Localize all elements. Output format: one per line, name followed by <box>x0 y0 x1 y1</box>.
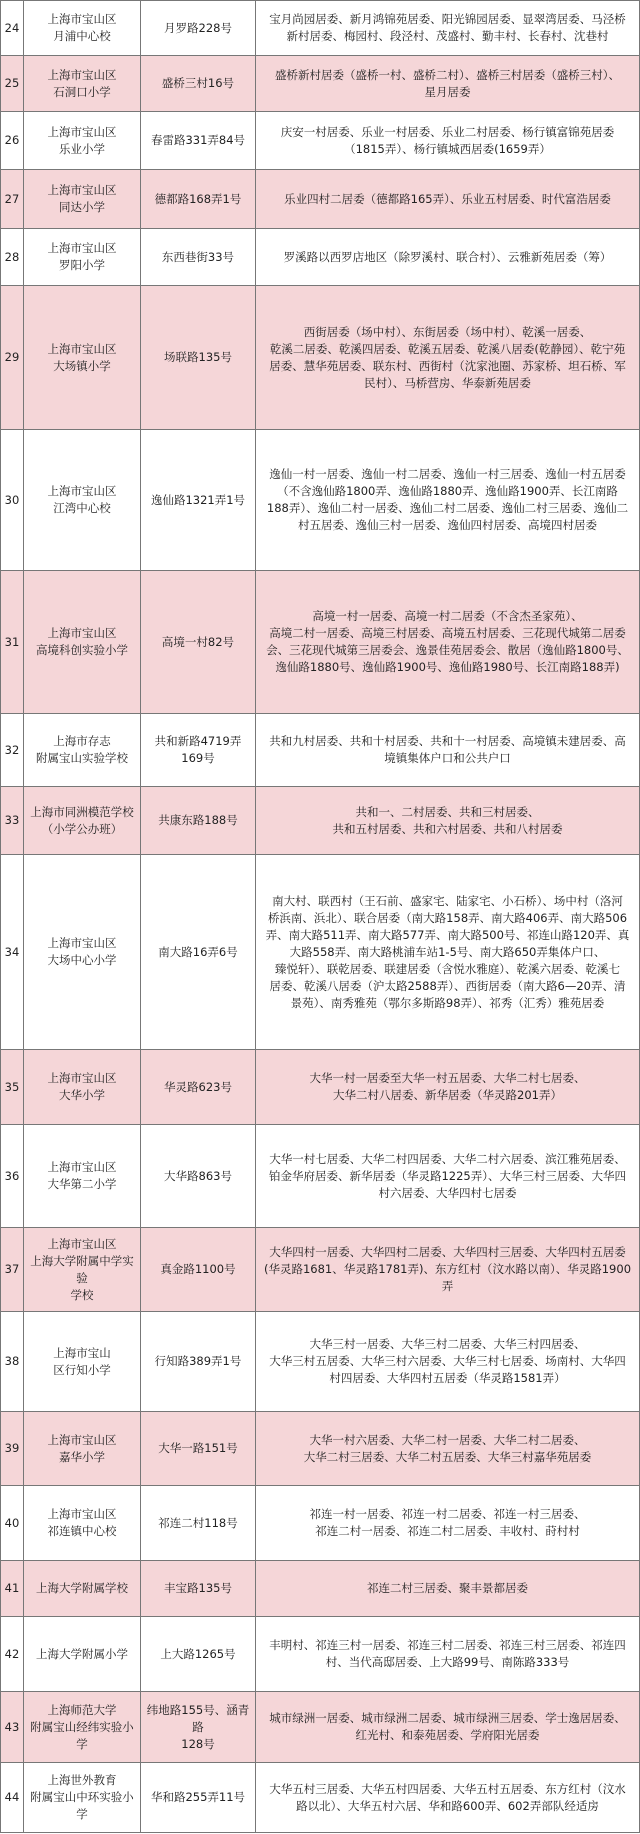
enrollment-area-line: 弄 <box>441 1279 454 1293</box>
enrollment-area-line: 乾溪二居委、乾溪四居委、乾溪五居委、乾溪八居委(乾静园）、乾宁苑 <box>269 341 626 356</box>
school-name-line: 上海市宝山区 <box>47 626 117 640</box>
school-name-line: 附属宝山经纬实验小学 <box>30 1719 134 1751</box>
school-name-line: 大场中心小学 <box>47 953 117 967</box>
school-name <box>24 56 141 112</box>
row-number: 33 <box>1 787 24 855</box>
enrollment-area-line: 村、当代高邸居委、上大路99号、南陈路333号 <box>325 1655 570 1669</box>
table-row <box>1 1312 640 1412</box>
school-name-line: 附属宝山实验学校 <box>36 751 128 765</box>
table-body <box>1 1 640 1833</box>
school-name <box>24 1050 141 1125</box>
school-address <box>141 1561 256 1617</box>
school-address-line: 华和路255弄11号 <box>150 1790 246 1804</box>
enrollment-area-line: 共和九村居委、共和十村居委、共和十一村居委、高境镇未建居委、高 <box>269 734 626 748</box>
table-row <box>1 1561 640 1617</box>
enrollment-area <box>256 787 640 855</box>
school-name-line: 上海大学附属小学 <box>36 1646 128 1661</box>
school-name-line: 上海市宝山区 <box>47 1507 117 1521</box>
enrollment-area-line: 庆安一村居委、乐业一村居委、乐业二村居委、杨行镇富锦苑居委 <box>280 124 615 139</box>
school-address <box>141 229 256 286</box>
enrollment-area-line: 居委、慧华苑居委、联东村、西街村（沈家池圈、苏家桥、坦石桥、军 <box>269 358 626 373</box>
school-name-line: 上海市宝山区 <box>47 12 117 26</box>
school-address-line: 场联路135号 <box>164 350 232 364</box>
table-row <box>1 56 640 112</box>
school-address <box>141 170 256 229</box>
table-row <box>1 1412 640 1486</box>
school-name-line: 上海大学附属学校 <box>36 1581 128 1595</box>
table-row <box>1 112 640 170</box>
enrollment-area <box>256 1125 640 1228</box>
school-address <box>141 571 256 714</box>
school-name-line: 上海市宝山区 <box>47 1071 117 1085</box>
school-name <box>24 571 141 714</box>
row-number: 30 <box>1 430 24 571</box>
enrollment-area-line: 大华一村六居委、大华二村一居委、大华二村二居委、 <box>309 1432 586 1447</box>
enrollment-area <box>256 1692 640 1763</box>
school-address-line: 祁连二村118号 <box>158 1515 238 1530</box>
school-name-line: 上海市宝山 <box>53 1345 111 1360</box>
school-address <box>141 1486 256 1561</box>
enrollment-area-line: 祁连一村一居委、祁连一村二居委、祁连一村三居委、 <box>309 1507 586 1521</box>
enrollment-area-line: 新村居委、梅园村、段泾村、茂盛村、勤丰村、长春村、沈巷村 <box>286 29 609 43</box>
school-name-line: 同达小学 <box>59 200 105 214</box>
enrollment-area-line: （1815弄）、杨行镇城西居委(1659弄） <box>344 141 551 156</box>
enrollment-area-line: 祁连二村一居委、祁连二村二居委、丰收村、莳村村 <box>315 1524 580 1538</box>
enrollment-area-line: 乐业四村二居委（德都路165弄）、乐业五村居委、时代富浩居委 <box>284 191 611 206</box>
school-name-line: 嘉华小学 <box>59 1449 105 1464</box>
school-name-line: 大场镇小学 <box>53 358 111 373</box>
school-address <box>141 1692 256 1763</box>
school-address-line: 盛桥三村16号 <box>161 76 235 90</box>
enrollment-area-line: 共和五村居委、共和六村居委、共和八村居委 <box>332 821 563 836</box>
school-name <box>24 430 141 571</box>
enrollment-area <box>256 170 640 229</box>
enrollment-area <box>256 571 640 714</box>
enrollment-area-line: 景苑）、南秀雅苑（鄂尔多斯路98弄）、祁秀（汇秀）雅苑居委 <box>290 995 605 1010</box>
school-name-line: 祁连镇中心校 <box>47 1524 117 1538</box>
school-address-line: 行知路389弄1号 <box>154 1354 242 1368</box>
enrollment-area-line: 弄、南大路511弄、南大路577弄、南大路500号、祁连山路120弄、真 <box>265 927 630 942</box>
school-name-line: 大华第二小学 <box>47 1177 117 1191</box>
enrollment-area <box>256 1050 640 1125</box>
school-address <box>141 855 256 1050</box>
school-address-line: 德都路168弄1号 <box>154 191 242 206</box>
school-name-line: 学校 <box>70 1287 94 1302</box>
enrollment-area-line: 铂金华府居委、新华居委（华灵路1225弄）、大华三村三居委、大华四 <box>268 1168 626 1183</box>
enrollment-area-line: 村六居委、大华四村七居委 <box>378 1185 517 1200</box>
enrollment-area-line: 西街居委（场中村）、东街居委（场中村）、乾溪一居委、 <box>303 324 592 339</box>
enrollment-area <box>256 1561 640 1617</box>
school-name <box>24 1561 141 1617</box>
enrollment-area-line: 红光村、和泰苑居委、学府阳光居委 <box>355 1728 540 1742</box>
table-row <box>1 1692 640 1763</box>
enrollment-area-line: 大华三村五居委、大华三村六居委、大华三村七居委、场南村、大华四 <box>269 1354 626 1368</box>
row-number: 27 <box>1 170 24 229</box>
enrollment-area-line: 会、三花现代城第三居委会、逸景佳苑居委会、散居（逸仙路1800号、 <box>266 643 629 657</box>
school-address-line: 共康东路188号 <box>158 813 238 827</box>
enrollment-area-line: 祁连二村三居委、聚丰景都居委 <box>367 1581 528 1595</box>
school-name-line: 上海市宝山区 <box>47 183 117 197</box>
table-row <box>1 286 640 430</box>
school-name <box>24 1 141 56</box>
table-row <box>1 1050 640 1125</box>
school-address-line: 丰宝路135号 <box>164 1581 232 1595</box>
school-address-line: 共和新路4719弄169号 <box>154 734 242 765</box>
table-row <box>1 787 640 855</box>
enrollment-area <box>256 855 640 1050</box>
school-name-line: 上海市宝山区 <box>47 1160 117 1174</box>
enrollment-area <box>256 1486 640 1561</box>
enrollment-area-line: 共和一、二村居委、共和三村居委、 <box>355 804 540 819</box>
school-address-line: 纬地路155号、涵青路 <box>146 1702 250 1734</box>
school-address <box>141 1763 256 1833</box>
school-name <box>24 1125 141 1228</box>
school-name <box>24 286 141 430</box>
school-address <box>141 1050 256 1125</box>
row-number: 43 <box>1 1692 24 1763</box>
school-name <box>24 787 141 855</box>
table-row <box>1 229 640 286</box>
school-address-line: 逸仙路1321弄1号 <box>150 492 246 507</box>
school-name <box>24 1763 141 1833</box>
enrollment-area-line: 大华三村一居委、大华三村二居委、大华三村四居委、 <box>309 1337 586 1351</box>
school-name <box>24 1486 141 1561</box>
enrollment-area-line: 民村）、马桥营房、华泰新苑居委 <box>364 375 531 390</box>
school-name-line: 上海市宝山区 <box>47 936 117 950</box>
row-number: 29 <box>1 286 24 430</box>
table-row <box>1 1 640 56</box>
row-number: 31 <box>1 571 24 714</box>
enrollment-area <box>256 1228 640 1312</box>
school-name-line: 上海市宝山区 <box>47 67 117 82</box>
row-number: 41 <box>1 1561 24 1617</box>
school-name <box>24 1412 141 1486</box>
school-address <box>141 1312 256 1412</box>
school-name-line: 乐业小学 <box>59 141 105 156</box>
school-name <box>24 1312 141 1412</box>
table-row <box>1 430 640 571</box>
school-name-line: 区行知小学 <box>53 1362 111 1377</box>
enrollment-area-line: 大华二村三居委、大华二村五居委、大华三村嘉华苑居委 <box>303 1449 592 1464</box>
school-address <box>141 787 256 855</box>
school-address <box>141 430 256 571</box>
school-name-line: 上海师范大学 <box>47 1702 117 1717</box>
school-name-line: （小学公办班） <box>41 821 123 836</box>
enrollment-area <box>256 1312 640 1412</box>
enrollment-area-line: 高境一村一居委、高境一村二居委（不含杰圣家苑）、 <box>312 609 583 623</box>
school-name-line: 大华小学 <box>59 1088 105 1102</box>
school-name-line: 上海世外教育 <box>47 1773 117 1787</box>
school-name <box>24 112 141 170</box>
table-row <box>1 714 640 787</box>
enrollment-area <box>256 229 640 286</box>
school-address-line: 上大路1265号 <box>160 1646 236 1661</box>
enrollment-area-line: （不含逸仙路1800弄、逸仙路1880弄、逸仙路1900弄、长江南路 <box>277 484 618 498</box>
school-name <box>24 1228 141 1312</box>
table-row <box>1 1125 640 1228</box>
enrollment-area-line: 大华一村一居委至大华一村五居委、大华二村七居委、 <box>309 1071 586 1085</box>
enrollment-area-line: 居委、乾溪八居委（沪太路2588弄）、西街居委（南大路6—20弄、清 <box>269 978 626 993</box>
school-address-line: 128号 <box>181 1736 215 1751</box>
enrollment-area-line: 大华二村八居委、新华居委（华灵路201弄） <box>333 1088 562 1102</box>
enrollment-area-line: 大华五村三居委、大华五村四居委、大华五村五居委、东方红村（汶水 <box>269 1781 626 1796</box>
school-name-line: 上海市宝山区 <box>47 1236 117 1251</box>
table-row <box>1 170 640 229</box>
enrollment-area-line: 村五居委、逸仙三村一居委、逸仙四村居委、高境四村居委 <box>298 518 597 532</box>
school-name-line: 月浦中心校 <box>53 29 111 43</box>
school-name-line: 附属宝山中环实验小学 <box>30 1790 134 1821</box>
school-address <box>141 1125 256 1228</box>
school-name-line: 罗阳小学 <box>59 258 105 272</box>
row-number: 26 <box>1 112 24 170</box>
row-number: 38 <box>1 1312 24 1412</box>
enrollment-area-line: 桥浜南、浜北）、联合居委（南大路158弄、南大路406弄、南大路506 <box>267 910 628 925</box>
school-name <box>24 1692 141 1763</box>
school-address <box>141 1 256 56</box>
enrollment-area <box>256 286 640 430</box>
school-address-line: 春雷路331弄84号 <box>150 133 246 147</box>
school-name-line: 江湾中心校 <box>53 501 111 515</box>
school-name <box>24 714 141 787</box>
enrollment-area <box>256 1617 640 1692</box>
school-address <box>141 56 256 112</box>
row-number: 40 <box>1 1486 24 1561</box>
school-name <box>24 229 141 286</box>
school-name <box>24 855 141 1050</box>
enrollment-area-line: 臻悦轩）、联乾居委、联建居委（含悦水雅庭）、乾溪六居委、乾溪七 <box>275 961 620 976</box>
enrollment-area-line: 南大村、联西村（王石前、盛家宅、陆家宅、小石桥）、场中村（洛河 <box>272 893 623 908</box>
table-row <box>1 1228 640 1312</box>
enrollment-area-line: 逸仙一村一居委、逸仙一村二居委、逸仙一村三居委、逸仙一村五居委 <box>269 467 626 481</box>
row-number: 36 <box>1 1125 24 1228</box>
school-name <box>24 1617 141 1692</box>
school-name-line: 上海市宝山区 <box>47 241 117 255</box>
enrollment-area <box>256 1 640 56</box>
row-number: 34 <box>1 855 24 1050</box>
enrollment-area-line: 村四居委、大华四村五居委（华灵路1581弄） <box>329 1371 566 1385</box>
table-row <box>1 1486 640 1561</box>
school-address-line: 真金路1100号 <box>160 1262 236 1276</box>
school-address-line: 高境一村82号 <box>161 634 235 649</box>
school-name-line: 上海市同洲模范学校 <box>30 804 134 819</box>
enrollment-area-line: 大华四村一居委、大华四村二居委、大华四村三居委、大华四村五居委 <box>269 1245 626 1259</box>
row-number: 39 <box>1 1412 24 1486</box>
table-row <box>1 855 640 1050</box>
table-row <box>1 571 640 714</box>
enrollment-area-line: 盛桥新村居委（盛桥一村、盛桥二村）、盛桥三村居委（盛桥三村）、 <box>275 67 620 82</box>
enrollment-area-line: 罗溪路以西罗店地区（除罗溪村、联合村）、云雅新苑居委（筹） <box>283 249 612 264</box>
enrollment-area-line: 大路558弄、南大路桃浦车站1-5号、南大路650弄集体户口、 <box>289 944 606 959</box>
school-name-line: 高境科创实验小学 <box>36 643 128 657</box>
school-name-line: 石洞口小学 <box>53 84 111 99</box>
row-number: 32 <box>1 714 24 787</box>
table-row <box>1 1763 640 1833</box>
row-number: 44 <box>1 1763 24 1833</box>
school-address <box>141 1412 256 1486</box>
enrollment-area-line: 宝月尚园居委、新月鸿锦苑居委、阳光锦园居委、显翠湾居委、马泾桥 <box>269 12 626 26</box>
table-row <box>1 1617 640 1692</box>
row-number: 35 <box>1 1050 24 1125</box>
row-number: 37 <box>1 1228 24 1312</box>
enrollment-area-line: 城市绿洲一居委、城市绿洲二居委、城市绿洲三居委、学士逸居居委、 <box>269 1711 626 1725</box>
enrollment-area-line: 星月居委 <box>424 84 471 99</box>
enrollment-area-line: 丰明村、祁连三村一居委、祁连三村二居委、祁连三村三居委、祁连四 <box>269 1638 626 1652</box>
enrollment-area <box>256 112 640 170</box>
school-name-line: 上海市宝山区 <box>47 341 117 356</box>
school-address <box>141 1228 256 1312</box>
school-name <box>24 170 141 229</box>
row-number: 42 <box>1 1617 24 1692</box>
school-address <box>141 1617 256 1692</box>
school-address-line: 大华一路151号 <box>158 1441 238 1455</box>
enrollment-area-line: 逸仙路1880号、逸仙路1900号、逸仙路1980号、长江南路188弄) <box>275 660 620 674</box>
school-name-line: 上海市宝山区 <box>47 484 117 498</box>
enrollment-area-line: (华灵路1681、华灵路1781弄)、东方红村（汶水路以南）、华灵路1900 <box>263 1262 632 1276</box>
enrollment-area <box>256 430 640 571</box>
row-number: 25 <box>1 56 24 112</box>
school-address-line: 华灵路623号 <box>164 1079 232 1094</box>
row-number: 24 <box>1 1 24 56</box>
enrollment-area-line: 高境二村一居委、高境三村居委、高境五村居委、三花现代城第二居委 <box>269 626 626 640</box>
enrollment-area-line: 188弄）、逸仙二村一居委、逸仙二村二居委、逸仙二村三居委、逸仙二 <box>266 501 629 515</box>
school-name-line: 上海市宝山区 <box>47 1432 117 1447</box>
enrollment-area <box>256 714 640 787</box>
school-address <box>141 714 256 787</box>
row-number: 28 <box>1 229 24 286</box>
enrollment-area <box>256 1763 640 1833</box>
school-name-line: 上海大学附属中学实验 <box>30 1253 134 1285</box>
school-address <box>141 286 256 430</box>
school-address-line: 东西巷街33号 <box>161 249 235 264</box>
school-name-line: 上海市宝山区 <box>47 124 117 139</box>
enrollment-area-line: 路以北）、大华五村六居、华和路600弄、602弄部队经适房 <box>296 1798 599 1813</box>
school-name-line: 上海市存志 <box>53 734 111 748</box>
enrollment-area <box>256 56 640 112</box>
school-address <box>141 112 256 170</box>
enrollment-area-line: 大华一村七居委、大华二村四居委、大华二村六居委、滨江雅苑居委、 <box>269 1151 626 1166</box>
school-address-line: 月罗路228号 <box>164 20 232 35</box>
school-address-line: 大华路863号 <box>164 1168 232 1183</box>
enrollment-area <box>256 1412 640 1486</box>
school-address-line: 南大路16弄6号 <box>158 944 238 959</box>
enrollment-area-line: 境镇集体户口和公共户口 <box>384 751 511 765</box>
